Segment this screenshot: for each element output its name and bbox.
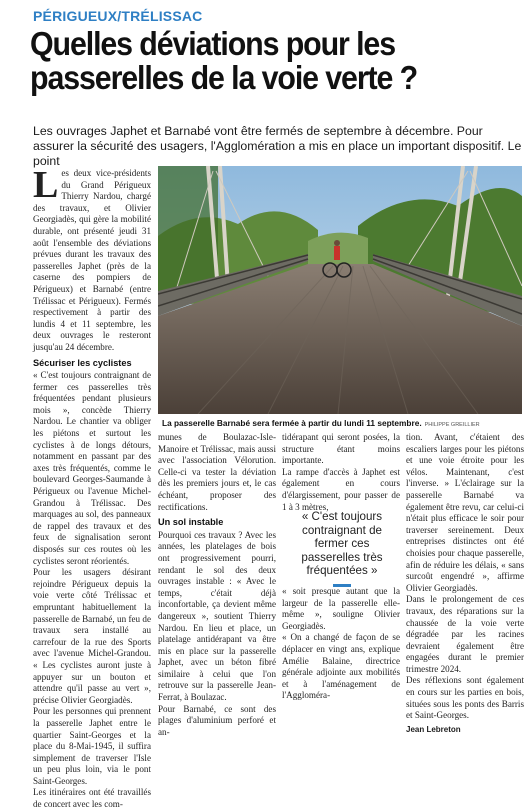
paragraph: Pour Barnabé, ce sont des plages d'aluminium perforé et an-: [158, 703, 276, 737]
paragraph: « C'est toujours contraignant de fermer ces passerelles très fréquentées pendant plusieurs mois », concède Thierry Nardou. Le chantier va obliger les piétons et surtout les cyclistes à de longs détours, notamment en passant par des axes très fréquentés, comme le boulevard Georges-Saumande à Périgueux ou l'avenue Michel-Grandou à Trélissac. Des marquages au sol, des panneaux de rappel des travaux et des feux de signalisation seront disposés sur ces routes où les cyclistes seront réorientés.: [33, 370, 151, 566]
photo-credit: PHILIPPE GREILLIER: [424, 422, 480, 428]
caption-text: La passerelle Barnabé sera fermée à partir du lundi 11 septembre.: [162, 418, 422, 428]
paragraph: munes de Boulazac-Isle-Manoire et Trélissac, mais aussi avec l'association Vélorution. Celle-ci va tester la déviation dès les premiers jours et, le cas échéant, proposer des rectifications.: [158, 432, 276, 512]
article-column-3-continued: [282, 586, 400, 702]
pull-quote-text: « C'est toujours contraignant de fermer ces passerelles très fréquentées »: [301, 510, 383, 577]
photo-caption: [162, 418, 522, 428]
article-column-1: [33, 164, 151, 811]
subheading: Sécuriser les cyclistes: [33, 357, 132, 368]
paragraph: tion. Avant, c'étaient des escaliers larges pour les piétons et une voie étroite pour les vélos. Maintenant, c'est l'inverse. » L'éclairage sur la passerelle Barnabé va également être revu, car celui-ci n'était plus efficace le soir pour traverser sereinement. Deux entreprises distinctes ont été choisies pour chaque passerelle, afin de réduire les délais, « sans surcoût engendré », affirme Olivier Georgiadès.: [406, 432, 524, 593]
standfirst: Les ouvrages Japhet et Barnabé vont être fermés de septembre à décembre. Pour assurer la sécurité des usagers, l'Agglomération a mis en place un important dispositif. Le point: [33, 124, 522, 168]
article-column-2: [158, 432, 276, 738]
paragraph: La rampe d'accès à Japhet est également en cours d'élargissement, pour passer de 1 à 3 mètres,: [282, 466, 400, 512]
paragraph: Les itinéraires ont été travaillés de concert avec les com-: [33, 787, 151, 810]
paragraph: tidérapant qui seront posées, la structure étant moins importante.: [282, 432, 400, 466]
bridge-photo: [158, 166, 522, 414]
drop-cap: L: [33, 164, 59, 206]
subheading: Un sol instable: [158, 517, 224, 528]
paragraph: Pour les usagers désirant rejoindre Périgueux depuis la voie verte côté Trélissac et empruntant habituellement la passerelle de Barnabé, un feu de travaux sera installé au carrefour de la rue des Sports avec l'avenue Michel-Grandou. « Les cyclistes auront juste à appuyer sur un bouton et attendre qu'il passe au vert », précise Olivier Georgiadès.: [33, 567, 151, 705]
article-column-3: [282, 432, 400, 513]
paragraph: Pourquoi ces travaux ? Avec les années, les platelages de bois ont progressivement pourri, rendant le sol des deux ouvrages instable : « Avec le temps, c'était déjà inconfortable, ça devient même dangereux », soutient Thierry Nardou. En lieu et place, un platelage antidérapant va être mis en place sur la passerelle Japhet, avec un béton fibré similaire à celui que l'on retrouve sur la passerelle Jean-Ferrat, à Boulazac.: [158, 529, 276, 703]
article-column-4: [406, 432, 524, 735]
pull-quote: [289, 510, 395, 587]
paragraph: Des réflexions sont également en cours sur les parties en bois, situées sous les ponts des Barris et Saint-Georges.: [406, 675, 524, 721]
paragraph: Pour les personnes qui prennent la passerelle Japhet entre le quartier Saint-Georges et la place du 8-Mai-1945, il suffira simplement de traverser l'Isle un peu plus loin, via le pont Saint-Georges.: [33, 706, 151, 786]
paragraph: « soit presque autant que la largeur de la passerelle elle-même », souligne Olivier Georgiadès.: [282, 586, 400, 631]
paragraph: Dans le prolongement de ces travaux, des réparations sur la chaussée de la voie verte dégradée par les racines devraient également être engagées durant le premier trimestre 2024.: [406, 594, 524, 674]
paragraph: es deux vice-présidents du Grand Périgueux Thierry Nardou, chargé des travaux, et Olivier Georgiadès, qui gère la mobilité durable, ont présenté jeudi 31 août l'ensemble des déviations prévues durant les travaux des passerelles Japhet (près de la caserne des pompiers de Périgueux) et Barnabé (entre Trélissac et Périgueux). Fermés respectivement à partir des lundis 4 et 11 septembre, les deux ouvrages le resteront jusqu'au 24 décembre.: [33, 168, 151, 352]
author-signature: Jean Lebreton: [406, 724, 461, 734]
paragraph: « On a changé de façon de se déplacer en vingt ans, explique Amélie Balaine, directrice générale adjointe aux mobilités et à l'aménagement de l'Aggloméra-: [282, 632, 400, 701]
headline: Quelles déviations pour les passerelles de la voie verte ?: [30, 25, 418, 96]
bridge-photo-image: [158, 166, 522, 414]
section-kicker: PÉRIGUEUX/TRÉLISSAC: [33, 8, 203, 24]
